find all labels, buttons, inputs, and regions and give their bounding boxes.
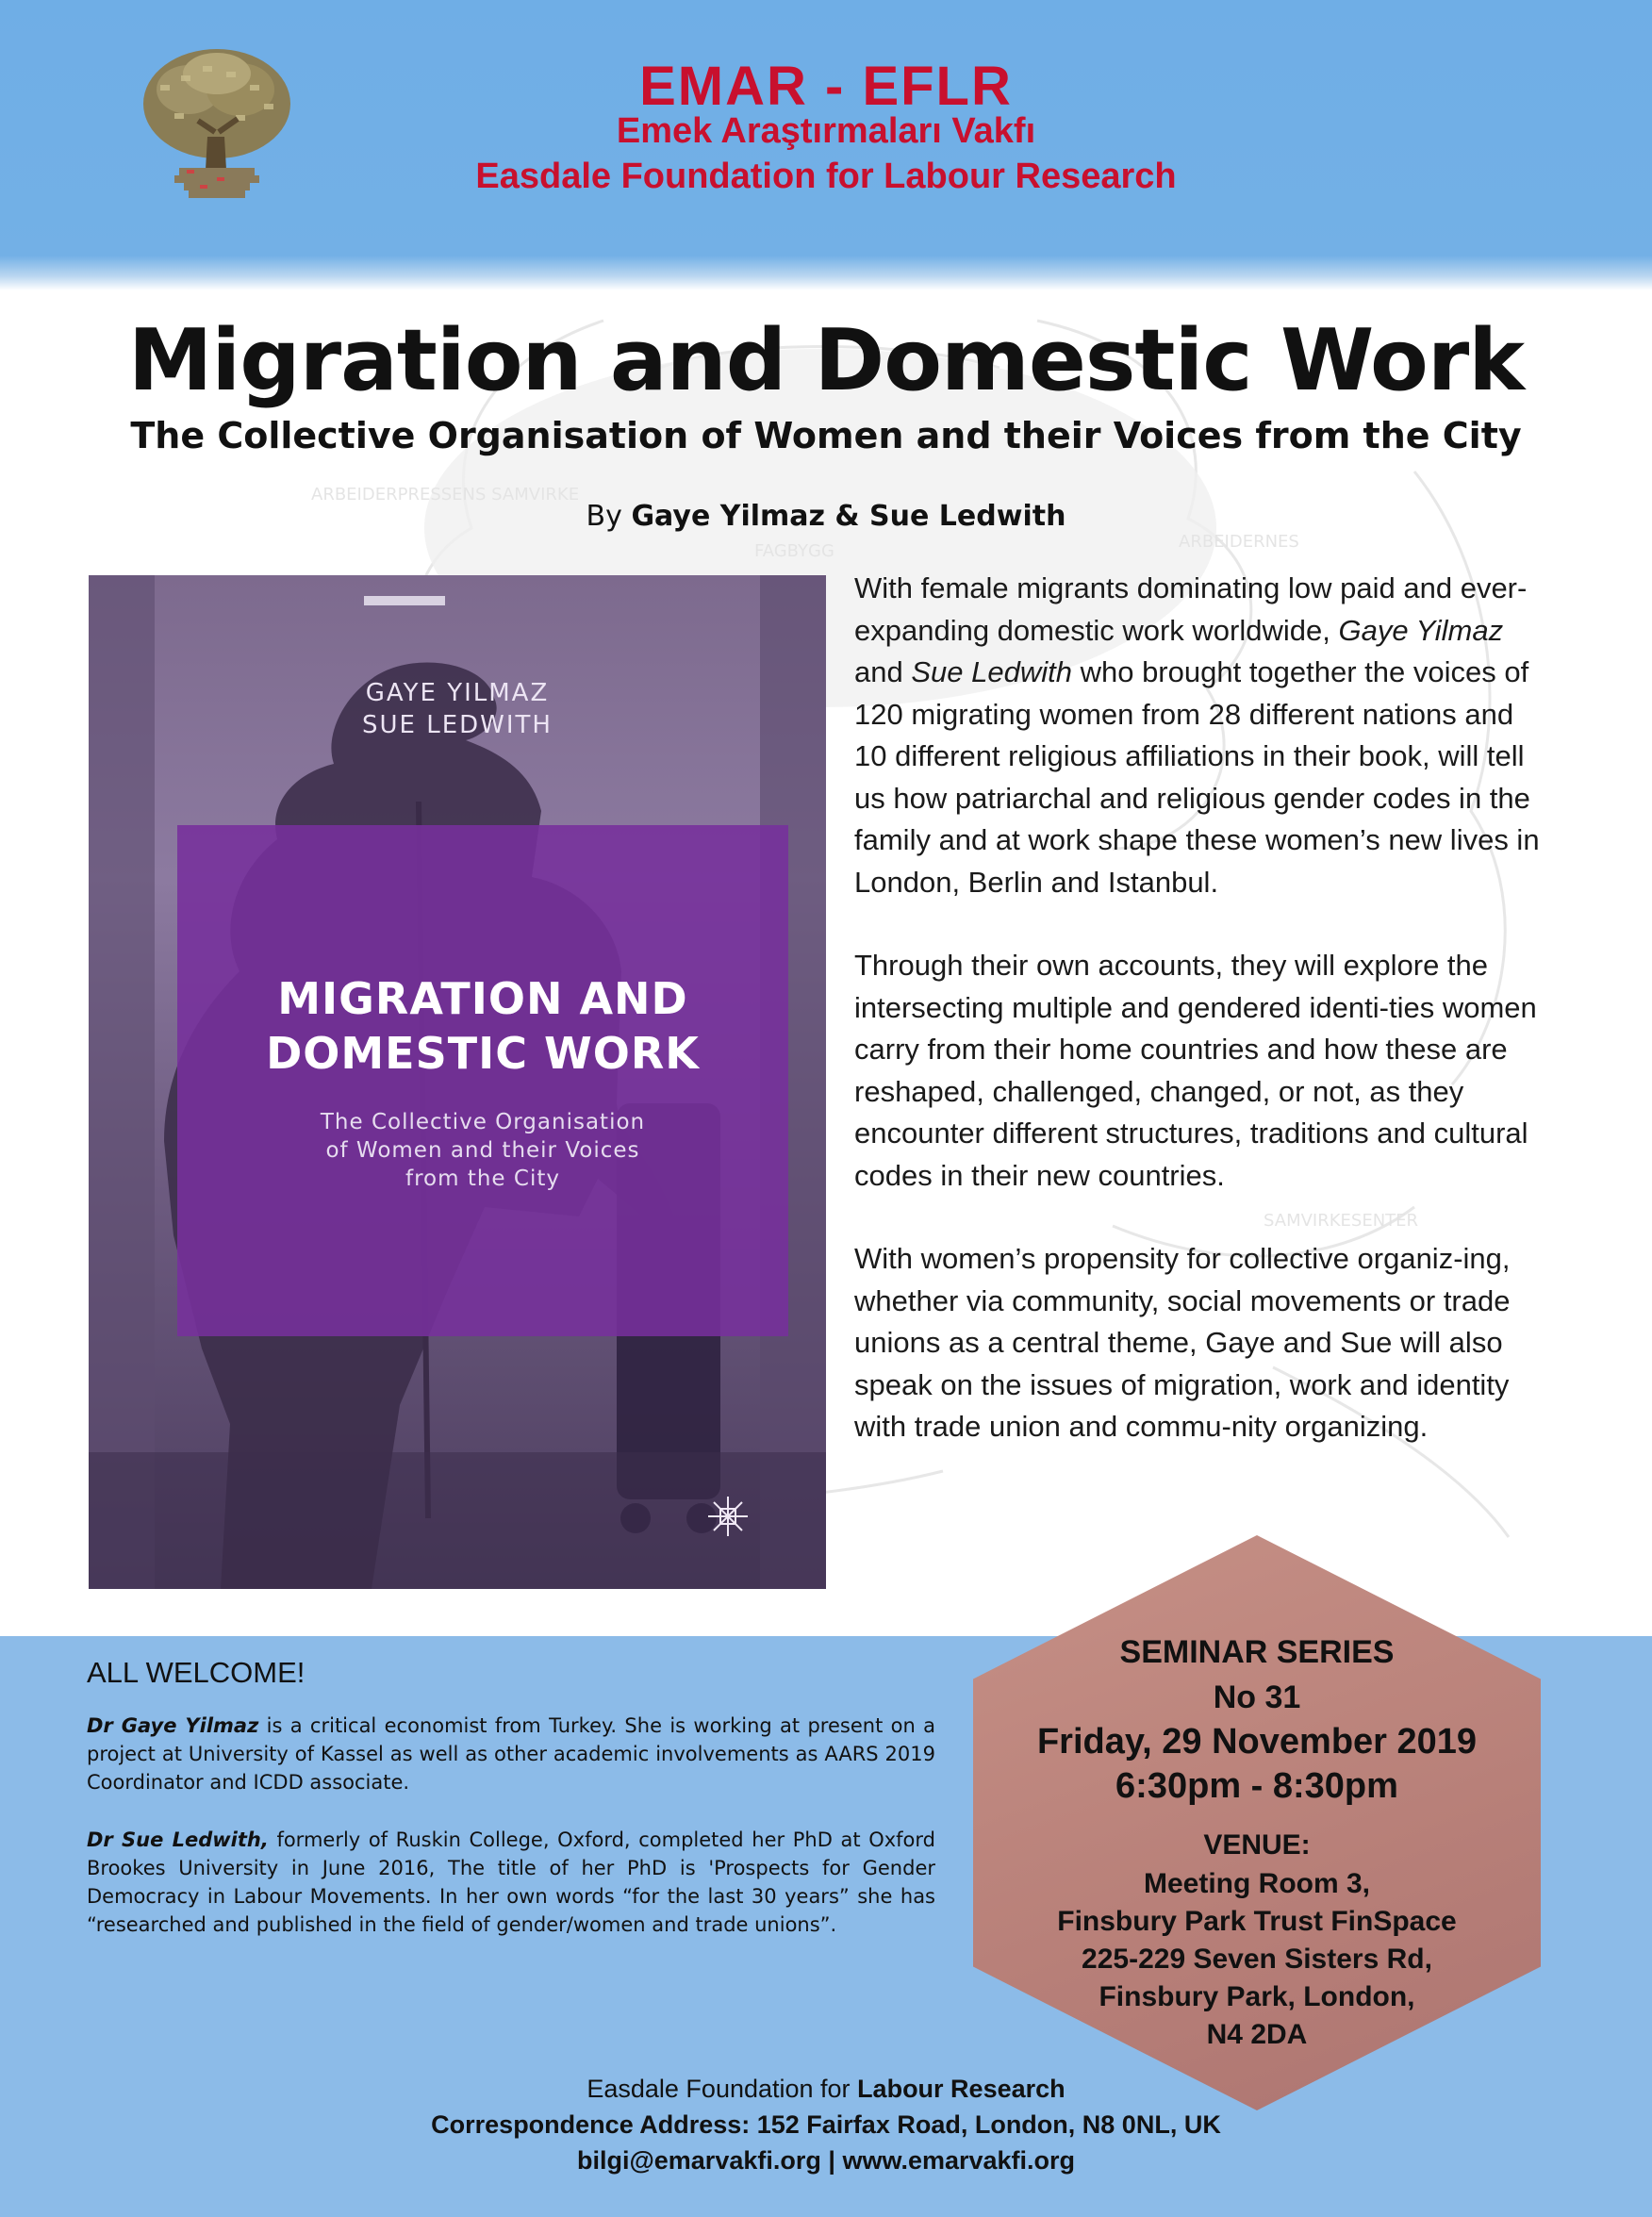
cover-title-line-1: MIGRATION AND [277,973,688,1024]
author-name: Sue Ledwith [911,655,1072,688]
description-text: With female migrants dominating low paid and ever-expanding domestic work worldwide, [854,571,1528,647]
bio-name: Dr Sue Ledwith, [87,1828,269,1851]
footer-website-link[interactable]: www.emarvakfi.org [842,2146,1076,2175]
footer-org-bold: Labour Research [857,2075,1066,2103]
footer-org-prefix: Easdale Foundation for [586,2075,858,2103]
cover-subtitle-line-2: of Women and their Voices [325,1138,640,1163]
cover-title-line-2: DOMESTIC WORK [266,1028,700,1079]
footer-separator: | [828,2146,835,2175]
seminar-date: Friday, 29 November 2019 [1036,1722,1478,1762]
svg-text:FAGBYGG: FAGBYGG [754,541,834,561]
svg-text:ARBEIDERPRESSENS SAMVIRKE: ARBEIDERPRESSENS SAMVIRKE [311,485,580,505]
byline-authors: Gaye Yilmaz & Sue Ledwith [631,500,1066,533]
event-title: Migration and Domestic Work [127,311,1525,410]
publisher-star-icon [706,1495,750,1538]
cover-title [177,971,788,1081]
venue-label: VENUE: [1203,1829,1311,1861]
description-text: who brought together the voices of 120 migrating women from 28 different nations and 10 different religious affiliations in their book, will tell us how patriarchal and religious gender codes in the family and at work shape these women’s new lives in London, Berlin and Istanbul. [854,655,1540,899]
byline [0,500,1652,533]
venue-line-5: N4 2DA [1206,2019,1308,2050]
venue-line-3: 225-229 Seven Sisters Rd, [1082,1944,1432,1975]
footer-email-link[interactable]: bilgi@emarvakfi.org [576,2146,821,2175]
seminar-time: 6:30pm - 8:30pm [1115,1766,1398,1806]
cover-author-2: SUE LEDWITH [362,711,553,739]
event-description [854,568,1552,1490]
svg-text:ARBEIDERNES: ARBEIDERNES [1179,532,1299,552]
book-cover-image [89,575,826,1589]
bio-text: is a critical economist from Turkey. She is working at present on a project at University of Kassel as well as other academic involvements as AARS 2019 Coordinator and ICDD associate. [87,1714,935,1794]
description-paragraph-3: With women’s propensity for collective organiz-ing, whether via community, social movements or trade unions as a central theme, Gaye and Sue will also speak on the issues of migration, work and identity with trade union and commu-nity organizing. [854,1242,1511,1443]
footer-org [0,2075,1652,2104]
cover-subtitle [177,1108,788,1193]
footer-address: Correspondence Address: 152 Fairfax Road, London, N8 0NL, UK [431,2110,1221,2139]
bio-gaye-yilmaz [87,1712,935,1796]
org-name-turkish: Emek Araştırmaları Vakfı [616,111,1036,151]
event-subtitle: The Collective Organisation of Women and their Voices from the City [130,415,1522,456]
venue-line-4: Finsbury Park, London, [1099,1981,1415,2012]
cover-subtitle-line-1: The Collective Organisation [320,1110,646,1134]
venue-line-2: Finsbury Park Trust FinSpace [1057,1906,1457,1937]
author-name: Gaye Yilmaz [1338,613,1504,647]
cover-title-panel [177,825,788,1336]
seminar-number: No 31 [1213,1679,1301,1715]
bio-text: formerly of Ruskin College, Oxford, completed her PhD at Oxford Brookes University in June 2016, The title of her PhD is 'Prospects for Gender Democracy in Labour Movements. In her own words “for the last 30 years” she has “researched and published in the field of gender/women and trade unions”. [87,1828,935,1936]
description-text: and [854,655,912,688]
bio-sue-ledwith [87,1826,935,1939]
seminar-series: SEMINAR SERIES [1119,1634,1395,1670]
bio-name: Dr Gaye Yilmaz [87,1714,259,1737]
description-paragraph-2: Through their own accounts, they will explore the intersecting multiple and gendered identi-ties women carry from their home countries and how these are reshaped, challenged, changed, or not, as they encounter different structures, traditions and cultural codes in their new countries. [854,949,1537,1192]
cover-authors [89,677,826,741]
all-welcome-heading: ALL WELCOME! [87,1656,306,1689]
org-name-english: Easdale Foundation for Labour Research [475,157,1177,196]
footer-contact [0,2146,1652,2176]
venue-line-1: Meeting Room 3, [1143,1868,1370,1899]
svg-text:SAMVIRKESENTER: SAMVIRKESENTER [1264,1211,1419,1231]
byline-prefix: By [586,500,622,533]
org-name: EMAR - EFLR [639,56,1013,117]
description-paragraph-1 [854,568,1552,903]
cover-subtitle-line-3: from the City [405,1166,560,1191]
venue-address [973,1865,1541,2054]
cover-author-1: GAYE YILMAZ [365,679,550,707]
